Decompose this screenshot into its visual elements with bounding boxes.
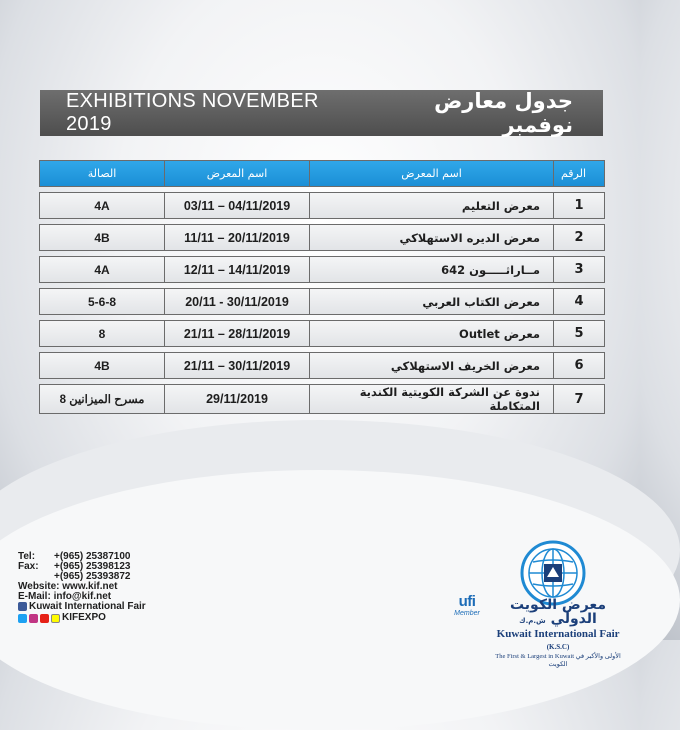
cell-number: 4 [554, 288, 605, 315]
table-row [39, 192, 605, 219]
cell-name: معرض Outlet [310, 320, 554, 347]
table-row [39, 288, 605, 315]
kif-name-en: Kuwait International Fair [496, 628, 620, 640]
cell-hall: مسرح الميزانين 8 [39, 384, 165, 414]
cell-hall: 4B [39, 224, 165, 251]
kif-name-ar: معرض الكويت الدولي [509, 597, 607, 627]
kif-brand [488, 598, 628, 669]
cell-date: 21/11 – 30/11/2019 [165, 352, 310, 379]
title-english: EXHIBITIONS NOVEMBER 2019 [66, 90, 319, 135]
cell-date: 29/11/2019 [165, 384, 310, 414]
instagram-icon[interactable] [29, 614, 38, 623]
cell-name: معرض الديره الاستهلاكي [310, 224, 554, 251]
youtube-icon[interactable] [40, 614, 49, 623]
cell-number: 2 [554, 224, 605, 251]
cell-number: 6 [554, 352, 605, 379]
table-row [39, 384, 605, 414]
cell-date: 03/11 – 04/11/2019 [165, 192, 310, 219]
email-link[interactable]: info@kif.net [53, 591, 112, 602]
ufi-member-label: Member [454, 610, 480, 617]
email-label: E-Mail: [18, 591, 51, 602]
cell-hall: 4B [39, 352, 165, 379]
social-handle: KIFEXPO [62, 612, 106, 623]
ufi-mark [450, 593, 484, 610]
cell-date: 11/11 – 20/11/2019 [165, 224, 310, 251]
cell-hall: 4A [39, 192, 165, 219]
cell-number: 7 [554, 384, 605, 414]
website-label: Website: [18, 581, 60, 592]
contact-block [18, 552, 218, 623]
header-number: الرقم [554, 160, 605, 187]
cell-number: 5 [554, 320, 605, 347]
table-row [39, 352, 605, 379]
kif-suffix-ar: ش.م.ك [519, 617, 546, 625]
fax-label: Fax: [18, 561, 39, 572]
title-banner [40, 90, 603, 136]
cell-hall: 8 [39, 320, 165, 347]
cell-hall: 5-6-8 [39, 288, 165, 315]
ufi-member-logo [450, 593, 484, 631]
cell-number: 1 [554, 192, 605, 219]
cell-name: معرض الكتاب العربي [310, 288, 554, 315]
table-row [39, 256, 605, 283]
kif-name-english [488, 628, 628, 653]
cell-name: مــاراثـــــون 642 [310, 256, 554, 283]
table-row [39, 320, 605, 347]
fax-value: +(965) 25398123 [54, 561, 131, 572]
facebook-icon [18, 602, 27, 611]
cell-number: 3 [554, 256, 605, 283]
cell-date: 20/11 - 30/11/2019 [165, 288, 310, 315]
cell-name: ندوة عن الشركة الكويتية الكندية المتكاملة [310, 384, 554, 414]
tel-label: Tel: [18, 551, 36, 562]
ufi-text: ufi [458, 593, 476, 610]
cell-date: 12/11 – 14/11/2019 [165, 256, 310, 283]
table-row [39, 224, 605, 251]
cell-hall: 4A [39, 256, 165, 283]
facebook-page[interactable]: Kuwait International Fair [29, 601, 146, 612]
fax-value-2: +(965) 25393872 [54, 571, 131, 582]
social-row [18, 613, 218, 623]
cell-date: 21/11 – 28/11/2019 [165, 320, 310, 347]
kif-tagline-en: The First & Largest in Kuwait [495, 653, 575, 660]
cell-name: معرض الخريف الاستهلاكي [310, 352, 554, 379]
facebook-row [18, 602, 218, 612]
exhibitions-table [39, 155, 605, 419]
website-link[interactable]: www.kif.net [62, 581, 118, 592]
header-name: اسم المعرض [310, 160, 554, 187]
header-date: اسم المعرض [165, 160, 310, 187]
header-hall: الصالة [39, 160, 165, 187]
title-arabic: جدول معارض نوفمبر [434, 89, 573, 137]
snapchat-icon[interactable] [51, 614, 60, 623]
kif-tagline [488, 653, 628, 669]
cell-name: معرض التعليم [310, 192, 554, 219]
kif-tagline-ar: الأولى والأكبر في الكويت [548, 653, 621, 668]
twitter-icon[interactable] [18, 614, 27, 623]
tel-value[interactable]: +(965) 25387100 [54, 551, 131, 562]
table-header-row [39, 160, 605, 187]
kif-ksc: (K.S.C) [546, 643, 570, 651]
kif-name-arabic [488, 598, 628, 628]
